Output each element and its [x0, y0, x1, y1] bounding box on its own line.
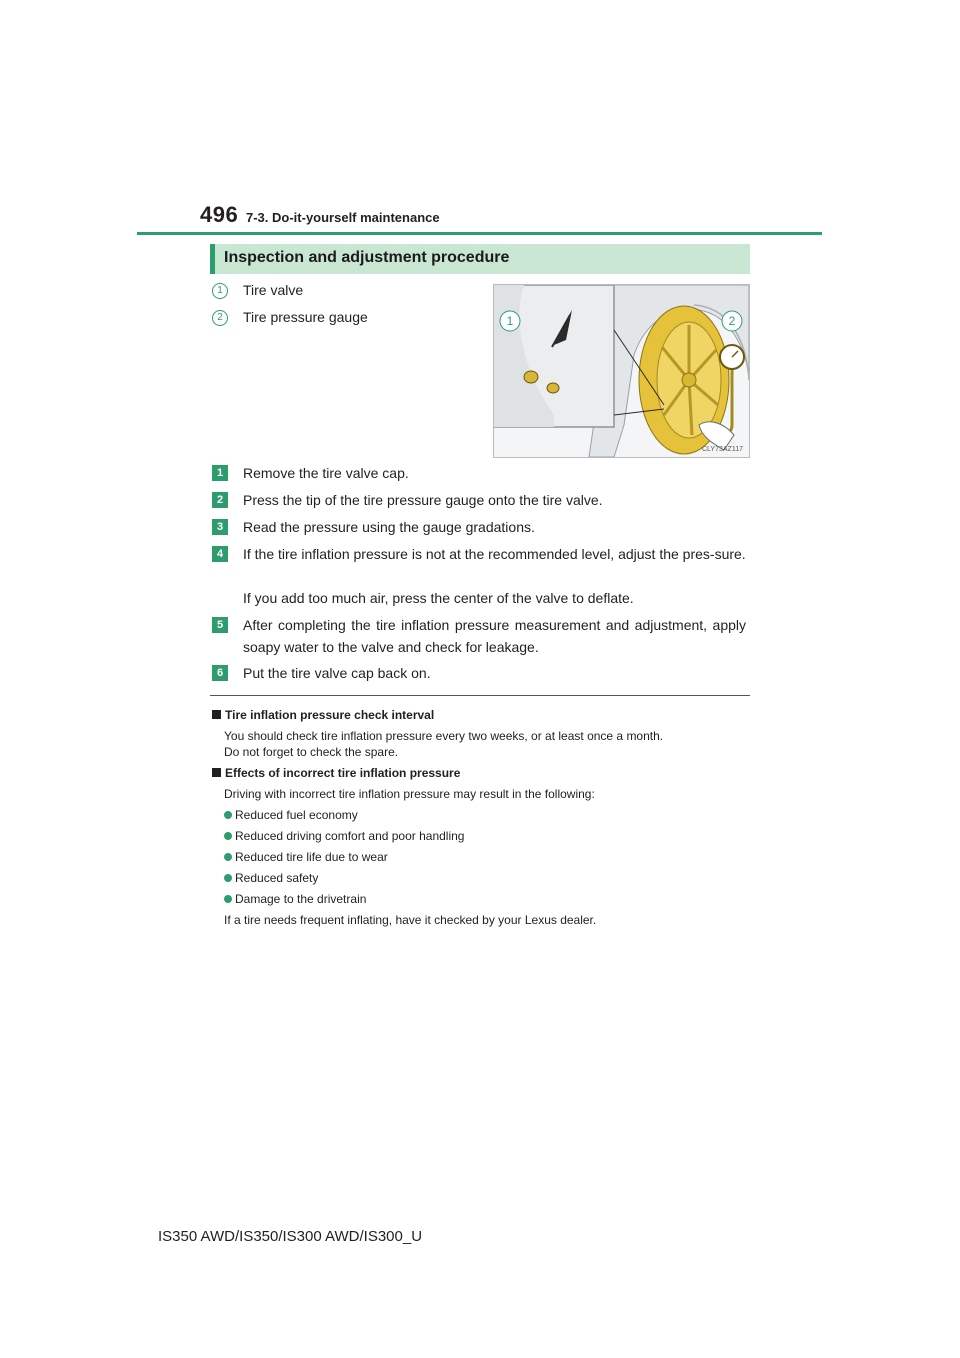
note-intro: Driving with incorrect tire inflation pressure may result in the following: — [224, 787, 595, 801]
step-text: Put the tire valve cap back on. — [243, 665, 431, 681]
legend-label: Tire pressure gauge — [243, 309, 368, 325]
step-text: Read the pressure using the gauge gradations. — [243, 519, 535, 535]
step-number: 2 — [212, 492, 228, 508]
legend-number: 2 — [212, 310, 228, 326]
list-item: Reduced fuel economy — [224, 808, 358, 822]
callout-2: 2 — [728, 314, 736, 328]
bullet-icon — [224, 874, 232, 882]
step-number: 1 — [212, 465, 228, 481]
list-item: Damage to the drivetrain — [224, 892, 366, 906]
note-closing: If a tire needs frequent inflating, have it checked by your Lexus dealer. — [224, 913, 597, 927]
note-heading-check-interval — [212, 708, 434, 722]
square-bullet-icon — [212, 768, 221, 777]
step-text-extra: If you add too much air, press the center of the valve to deflate. — [243, 590, 634, 606]
chapter-title: 7-3. Do-it-yourself maintenance — [246, 210, 440, 225]
list-item: Reduced tire life due to wear — [224, 850, 388, 864]
square-bullet-icon — [212, 710, 221, 719]
bullet-icon — [224, 811, 232, 819]
bullet-icon — [224, 895, 232, 903]
tire-pressure-illustration — [493, 284, 750, 458]
legend-label: Tire valve — [243, 282, 304, 298]
list-item: Reduced driving comfort and poor handling — [224, 829, 464, 843]
step-text: After completing the tire inflation pressure measurement and adjustment, apply soapy water to the valve and check for leakage. — [243, 617, 746, 655]
callout-1: 1 — [506, 314, 514, 328]
page-number: 496 — [200, 202, 239, 227]
section-divider — [210, 695, 750, 696]
step-number: 5 — [212, 617, 228, 633]
tire-gauge-drawing — [494, 285, 749, 457]
bullet-icon — [224, 832, 232, 840]
header-rule — [137, 232, 822, 235]
list-item: Reduced safety — [224, 871, 318, 885]
section-title: Inspection and adjustment procedure — [224, 249, 510, 266]
step-text: Press the tip of the tire pressure gauge onto the tire valve. — [243, 492, 603, 508]
note-heading-text: Effects of incorrect tire inflation pressure — [225, 766, 461, 780]
section-heading — [210, 244, 750, 274]
step-text: Remove the tire valve cap. — [243, 465, 409, 481]
footer-model: IS350 AWD/IS350/IS300 AWD/IS300_U — [158, 1228, 423, 1245]
note-line: Do not forget to check the spare. — [224, 745, 399, 759]
step-text: If the tire inflation pressure is not at the recommended level, adjust the pres-sure. — [243, 546, 746, 562]
note-heading-incorrect-pressure — [212, 766, 460, 780]
step-number: 6 — [212, 665, 228, 681]
step-number: 3 — [212, 519, 228, 535]
legend-number: 1 — [212, 283, 228, 299]
note-line: You should check tire inflation pressure every two weeks, or at least once a month. — [224, 729, 664, 743]
step-number: 4 — [212, 546, 228, 562]
bullet-icon — [224, 853, 232, 861]
note-heading-text: Tire inflation pressure check interval — [225, 708, 435, 722]
figure-code: CLY73AZ117 — [702, 446, 743, 453]
